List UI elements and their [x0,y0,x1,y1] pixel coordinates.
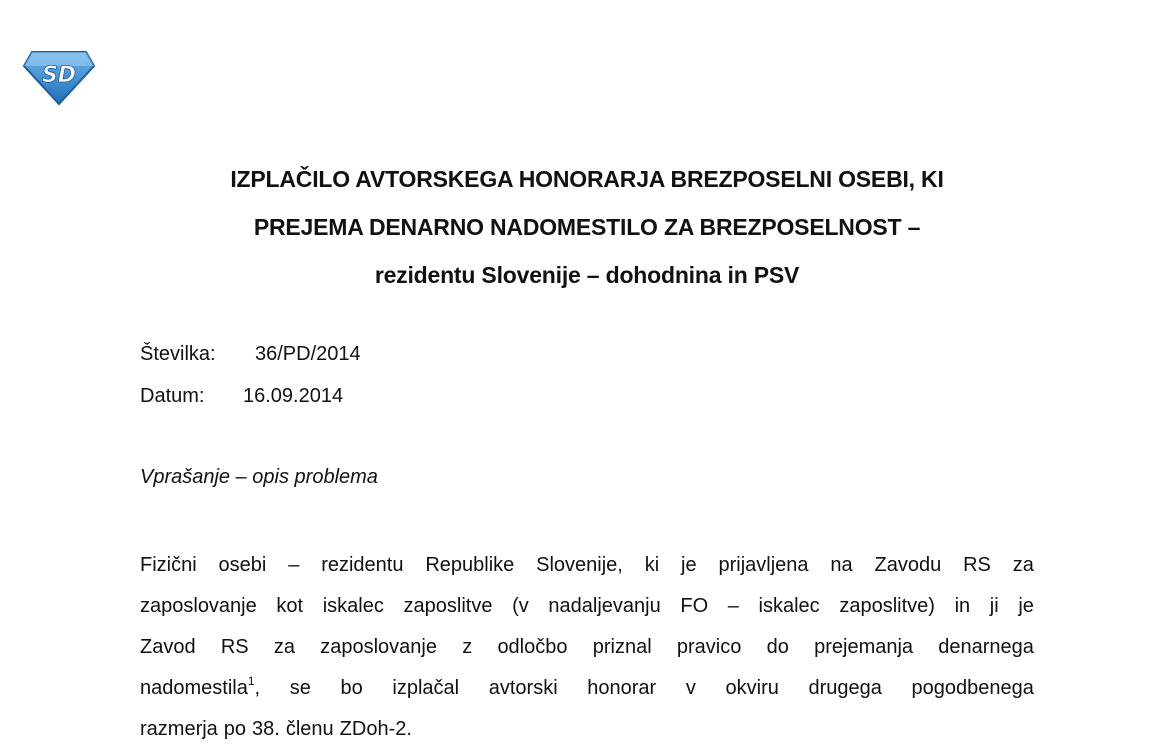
paragraph-word: za [1012,554,1034,576]
svg-text:SD: SD [41,63,77,88]
paragraph-line [140,709,1034,750]
company-logo [22,48,96,106]
paragraph-word: je [681,554,697,576]
paragraph-word: po [223,718,247,740]
paragraph-line [140,545,1034,586]
paragraph-word: nadaljevanju [548,595,661,617]
paragraph-word: zaposlovanje [140,595,257,617]
paragraph-word: bo [340,677,363,699]
paragraph-word: prejemanja [814,636,914,658]
paragraph-word: 38. [252,718,280,740]
paragraph-word: – [727,595,739,617]
paragraph-word: prijavljena [718,554,809,576]
paragraph-word: zaposlitve [403,595,493,617]
paragraph-word: (v [512,595,529,617]
paragraph-word: avtorski [488,677,558,699]
paragraph-word: priznal [592,636,652,658]
paragraph-word: v [685,677,696,699]
document-number-row [140,343,361,366]
paragraph-word: odločbo [497,636,568,658]
paragraph-word: denarnega [938,636,1034,658]
paragraph-word: osebi [218,554,267,576]
paragraph-word: – [288,554,300,576]
paragraph-word: členu [285,718,334,740]
paragraph-line [140,627,1034,668]
paragraph-word: zaposlitve) [839,595,935,617]
paragraph-word: Republike [425,554,515,576]
document-title [140,155,1034,299]
document-date-value: 16.09.2014 [243,385,344,407]
paragraph-word: razmerja [140,718,218,740]
paragraph-word: Fizični [140,554,197,576]
title-line-3: rezidentu Slovenije – dohodnina in PSV [374,262,800,288]
paragraph-word: pogodbenega [911,677,1034,699]
paragraph-word: se [289,677,311,699]
paragraph-word: z [462,636,473,658]
paragraph-word: FO [680,595,709,617]
paragraph-word: ZDoh-2. [339,718,412,740]
paragraph-word: do [766,636,789,658]
paragraph-word: iskalec [758,595,820,617]
paragraph-word: rezidentu [321,554,404,576]
paragraph-word: okviru [725,677,779,699]
paragraph-word: pravico [676,636,742,658]
paragraph-word: zaposlovanje [320,636,437,658]
paragraph-line [140,668,1034,709]
paragraph-punctuation: , [254,677,261,699]
paragraph-word: ki [644,554,660,576]
paragraph-word: Zavodu [874,554,942,576]
paragraph-word: kot [276,595,304,617]
paragraph-word: izplačal [392,677,460,699]
sd-diamond-logo-icon [22,48,96,106]
title-line-2: PREJEMA DENARNO NADOMESTILO ZA BREZPOSELNOST – [253,214,921,240]
paragraph-word: ji [989,595,999,617]
paragraph-word: Slovenije, [536,554,623,576]
section-heading: Vprašanje – opis problema [140,466,378,488]
paragraph-word: drugega [808,677,882,699]
body-paragraph [140,545,1034,750]
paragraph-word: iskalec [322,595,384,617]
paragraph-word-text: nadomestila [140,677,248,699]
footnote-reference[interactable]: 1 [247,674,255,688]
document-number-value: 36/PD/2014 [255,343,361,365]
document-date-label: Datum: [140,385,205,407]
title-line-1: IZPLAČILO AVTORSKEGA HONORARJA BREZPOSELNI OSEBI, KI [230,166,944,192]
paragraph-word: Zavod [140,636,196,658]
paragraph-word: na [830,554,853,576]
paragraph-word: honorar [587,677,657,699]
document-number-label: Številka: [140,343,216,365]
paragraph-word: RS [220,636,249,658]
paragraph-word [140,668,260,709]
paragraph-word: je [1018,595,1034,617]
document-date-row [140,385,343,408]
paragraph-line [140,586,1034,627]
paragraph-word: RS [963,554,991,576]
paragraph-word: in [954,595,971,617]
paragraph-word: za [273,636,295,658]
